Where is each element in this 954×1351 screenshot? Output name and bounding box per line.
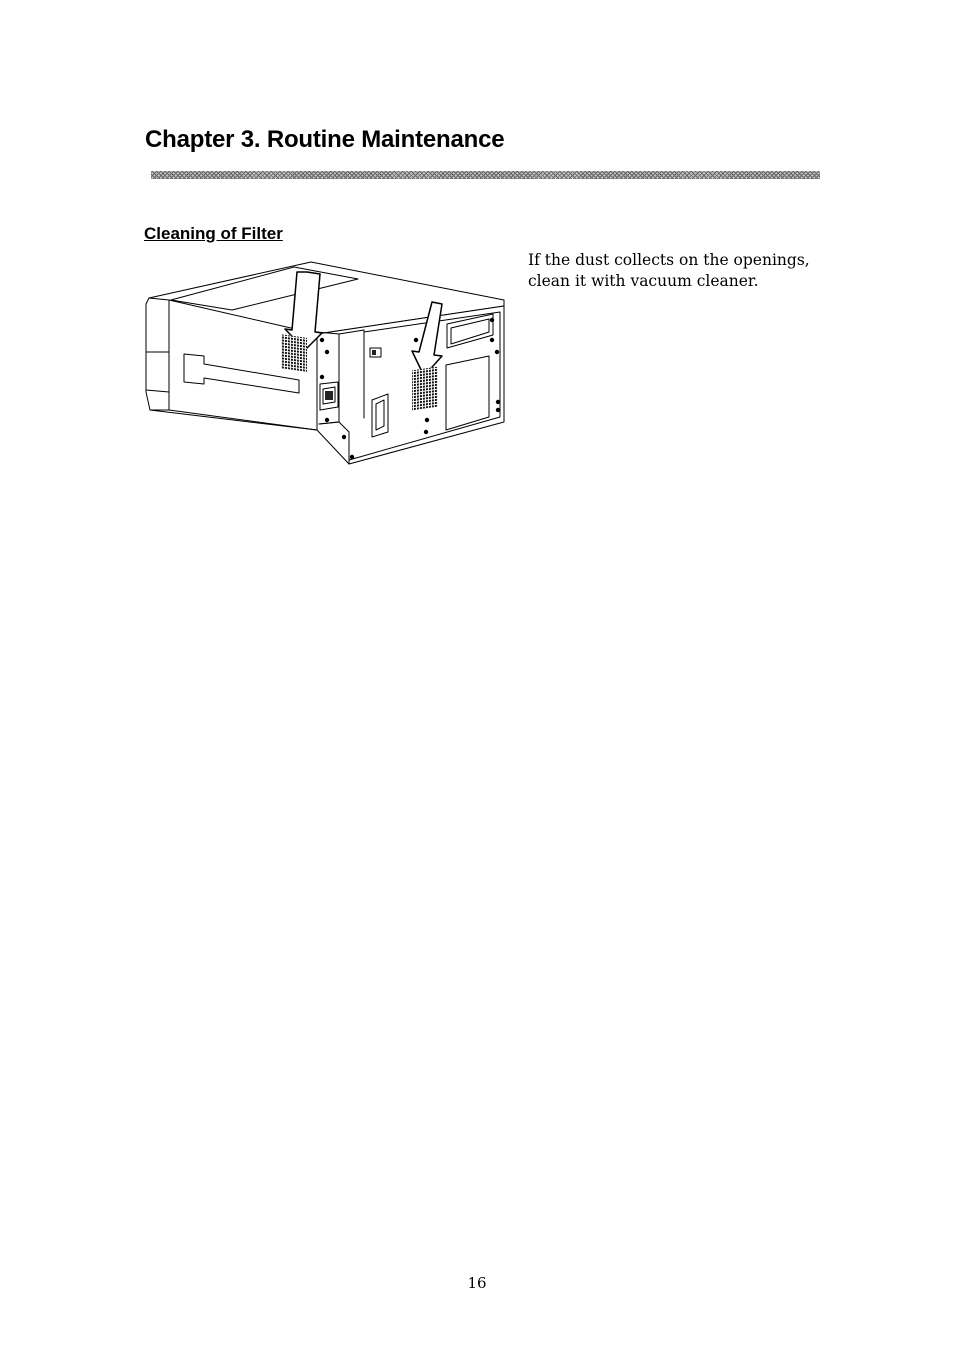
chapter-title: Chapter 3. Routine Maintenance [145,126,505,153]
vent-grille-icon [281,334,307,372]
title-divider [151,171,820,179]
vent-grille-icon [412,367,438,411]
section-heading: Cleaning of Filter [144,224,283,243]
page-number: 16 [467,1274,487,1292]
printer-illustration [144,252,512,467]
cleaning-instructions: If the dust collects on the openings, clean it with vacuum cleaner. [528,251,810,290]
